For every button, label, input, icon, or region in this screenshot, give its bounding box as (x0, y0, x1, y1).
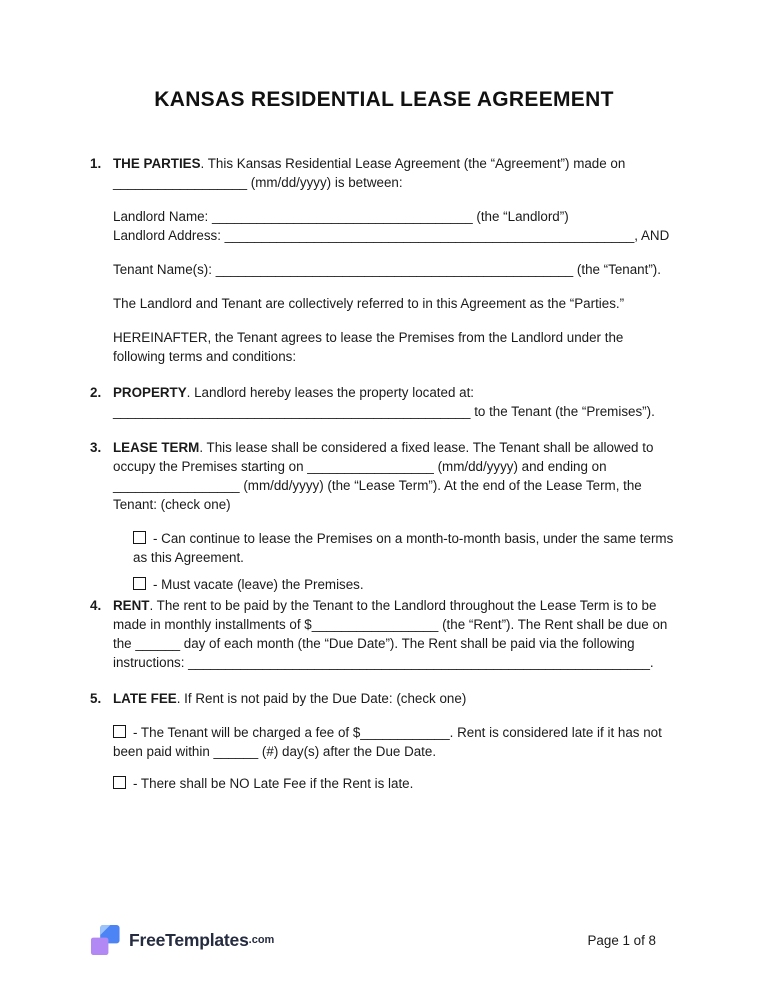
section-late-fee (90, 689, 678, 793)
checkbox-label-month-to-month: - Can continue to lease the Premises on a month-to-month basis, under the same terms as this Agreement. (133, 531, 674, 565)
checkbox[interactable] (113, 725, 126, 738)
lease-term-text: . This lease shall be considered a fixed lease. The Tenant shall be allowed to occupy the Premises starting on (113, 440, 654, 474)
landlord-address-line (113, 226, 678, 245)
landlord-name-label: Landlord Name: (113, 209, 212, 224)
landlord-address-suffix: , AND (634, 228, 670, 243)
late-fee-option-none (113, 774, 678, 793)
section-heading-property: PROPERTY (113, 385, 187, 400)
tenant-name-line (113, 260, 678, 279)
tenant-name-blank: ________________________________________________ (215, 262, 574, 277)
parties-intro-text: . This Kansas Residential Lease Agreement (the “Agreement”) made on (200, 156, 626, 171)
landlord-name-line (113, 207, 678, 226)
parties-collective-sentence: The Landlord and Tenant are collectively referred to in this Agreement as the “Parties.” (113, 296, 625, 311)
rent-text: . The rent to be paid by the Tenant to the Landlord throughout the Lease Term is to be made in monthly installments of $ (113, 598, 657, 632)
section-lease-term (90, 438, 678, 594)
rent-amount-blank: _________________ (311, 617, 439, 632)
lease-term-text-2: (mm/dd/yyyy) and ending on (433, 459, 607, 474)
lease-term-option-month-to-month (113, 529, 678, 567)
landlord-address-label: Landlord Address: (113, 228, 225, 243)
lease-term-paragraph (113, 438, 678, 514)
lease-start-date-blank: _________________ (307, 459, 434, 474)
rent-text-4: . (649, 655, 654, 670)
late-fee-text: . If Rent is not paid by the Due Date: (check one) (176, 691, 467, 706)
property-text-2: to the Tenant (the “Premises”). (470, 404, 655, 419)
payment-instructions-blank: ______________________________________________________________ (188, 655, 650, 670)
landlord-fields (113, 207, 678, 245)
rent-text-3: day of each month (the “Due Date”). The Rent shall be paid via the following instructions: (113, 636, 635, 670)
landlord-name-blank: ___________________________________ (212, 209, 473, 224)
freetemplates-logo (90, 924, 274, 957)
brand-name: FreeTemplates (129, 929, 249, 950)
late-fee-amount-blank: ____________ (360, 725, 450, 740)
section-the-parties (90, 154, 678, 381)
late-fee-option-text: - The Tenant will be charged a fee of $ (133, 725, 361, 740)
section-heading-the-parties: THE PARTIES (113, 156, 201, 171)
section-heading-rent: RENT (113, 598, 150, 613)
property-address-blank: ________________________________________________ (113, 404, 471, 419)
late-fee-option-text-2: . Rent is considered late if it has not been paid within (113, 725, 662, 759)
lease-term-text-3: (mm/dd/yyyy) (the “Lease Term”). At the end of the Lease Term, the Tenant: (check one) (113, 478, 642, 512)
late-fee-option-text-3: (#) day(s) after the Due Date. (258, 744, 437, 759)
tenant-name-label: Tenant Name(s): (113, 262, 216, 277)
no-late-fee-label: - There shall be NO Late Fee if the Rent is late. (133, 776, 414, 791)
checkbox[interactable] (133, 531, 146, 544)
parties-intro-paragraph (113, 154, 678, 192)
parties-intro-text-2: (mm/dd/yyyy) is between: (247, 175, 403, 190)
due-day-blank: ______ (135, 636, 181, 651)
freetemplates-logo-icon (90, 924, 121, 957)
rent-text-2: (the “Rent”). The Rent shall be due on the (113, 617, 668, 651)
late-fee-days-blank: ______ (213, 744, 259, 759)
lease-term-option-vacate (113, 575, 678, 594)
landlord-address-blank: _______________________________________________________ (224, 228, 635, 243)
brand-tld: .com (248, 934, 275, 946)
section-number: 2. (90, 385, 102, 400)
section-property (90, 383, 678, 436)
agreement-date-blank: __________________ (113, 175, 248, 190)
checkbox-label-vacate: - Must vacate (leave) the Premises. (153, 577, 364, 592)
section-heading-lease-term: LEASE TERM (113, 440, 200, 455)
property-text: . Landlord hereby leases the property located at: (186, 385, 475, 400)
checkbox[interactable] (133, 577, 146, 590)
document-title: KANSAS RESIDENTIAL LEASE AGREEMENT (154, 88, 614, 111)
late-fee-paragraph (113, 689, 678, 708)
section-rent (90, 596, 678, 687)
section-number: 3. (90, 440, 102, 455)
tenant-name-suffix: (the “Tenant”). (573, 262, 661, 277)
lease-end-date-blank: _________________ (113, 478, 240, 493)
late-fee-option-charged (113, 723, 678, 761)
hereinafter-paragraph: HEREINAFTER, the Tenant agrees to lease the Premises from the Landlord under the following terms and conditions: (113, 330, 624, 364)
property-paragraph (113, 383, 678, 421)
page-number: Page 1 of 8 (587, 932, 656, 948)
landlord-name-suffix: (the “Landlord”) (472, 209, 569, 224)
section-number: 5. (90, 691, 102, 706)
page-footer (90, 920, 656, 960)
section-heading-late-fee: LATE FEE (113, 691, 177, 706)
checkbox[interactable] (113, 776, 126, 789)
rent-paragraph (113, 596, 678, 672)
section-number: 1. (90, 156, 102, 171)
section-number: 4. (90, 598, 102, 613)
